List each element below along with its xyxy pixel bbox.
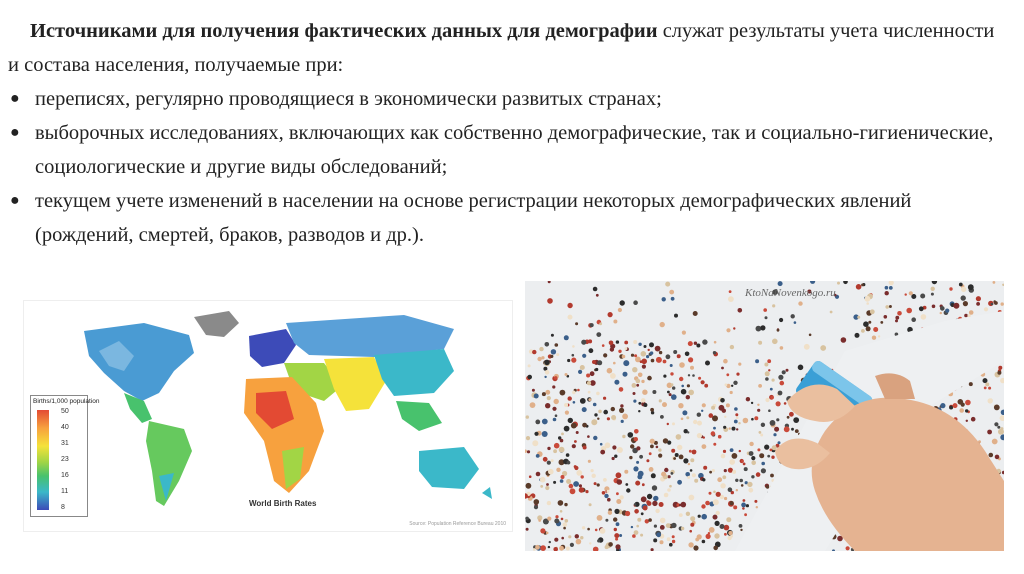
legend-tick: 23 [61,456,69,463]
world-birth-rates-map [23,300,513,532]
legend-tick: 11 [61,488,69,495]
map-source: Source: Population Reference Bureau 2010 [409,521,506,527]
slide-text [8,14,1008,252]
legend-tick: 40 [61,424,69,431]
bullet-item-sample-studies: ● выборочных исследованиях, включающих как собственно демографические, так и социально-гигиенические, социологические и другие виды обследований; [8,116,1008,184]
crowd-eraser-photo [525,281,1004,551]
europe-shape [249,329,296,367]
bullet-item-census: ● переписях, регулярно проводящиеся в экономически развитых странах; [8,82,1008,116]
photo-watermark: KtoNaNovenkogo.ru [745,287,836,299]
map-legend [30,395,100,517]
crowd-graphic [525,281,1004,551]
bullet-icon: ● [10,192,20,209]
east-asia-shape [374,349,454,396]
legend-tick: 8 [61,504,65,511]
legend-tick: 31 [61,440,69,447]
legend-tick: 50 [61,408,69,415]
bullet-icon: ● [10,124,20,141]
map-caption: World Birth Rates [249,499,317,508]
legend-color-scale [37,410,49,510]
intro-rest: служат результаты учета численности и состава населения, получаемые при: [8,20,995,76]
greenland-shape [194,311,239,337]
south-asia-shape [324,357,386,411]
southeast-asia-shape [396,401,442,431]
bullet-list [8,82,1008,252]
bullet-item-current-records: ● текущем учете изменений в населении на основе регистрации некоторых демографических явлений (рождений, смертей, браков, разводов и др.). [8,184,1008,252]
australia-shape [419,447,479,489]
world-map-graphic [24,301,512,531]
intro-paragraph [8,14,1008,82]
intro-lead-bold: Источниками для получения фактических данных для демографии [30,20,658,42]
bullet-icon: ● [10,90,20,107]
north-america-shape [84,323,194,401]
legend-title: Births/1,000 population [33,398,100,405]
south-america-shape [146,421,192,506]
legend-tick: 16 [61,472,69,479]
